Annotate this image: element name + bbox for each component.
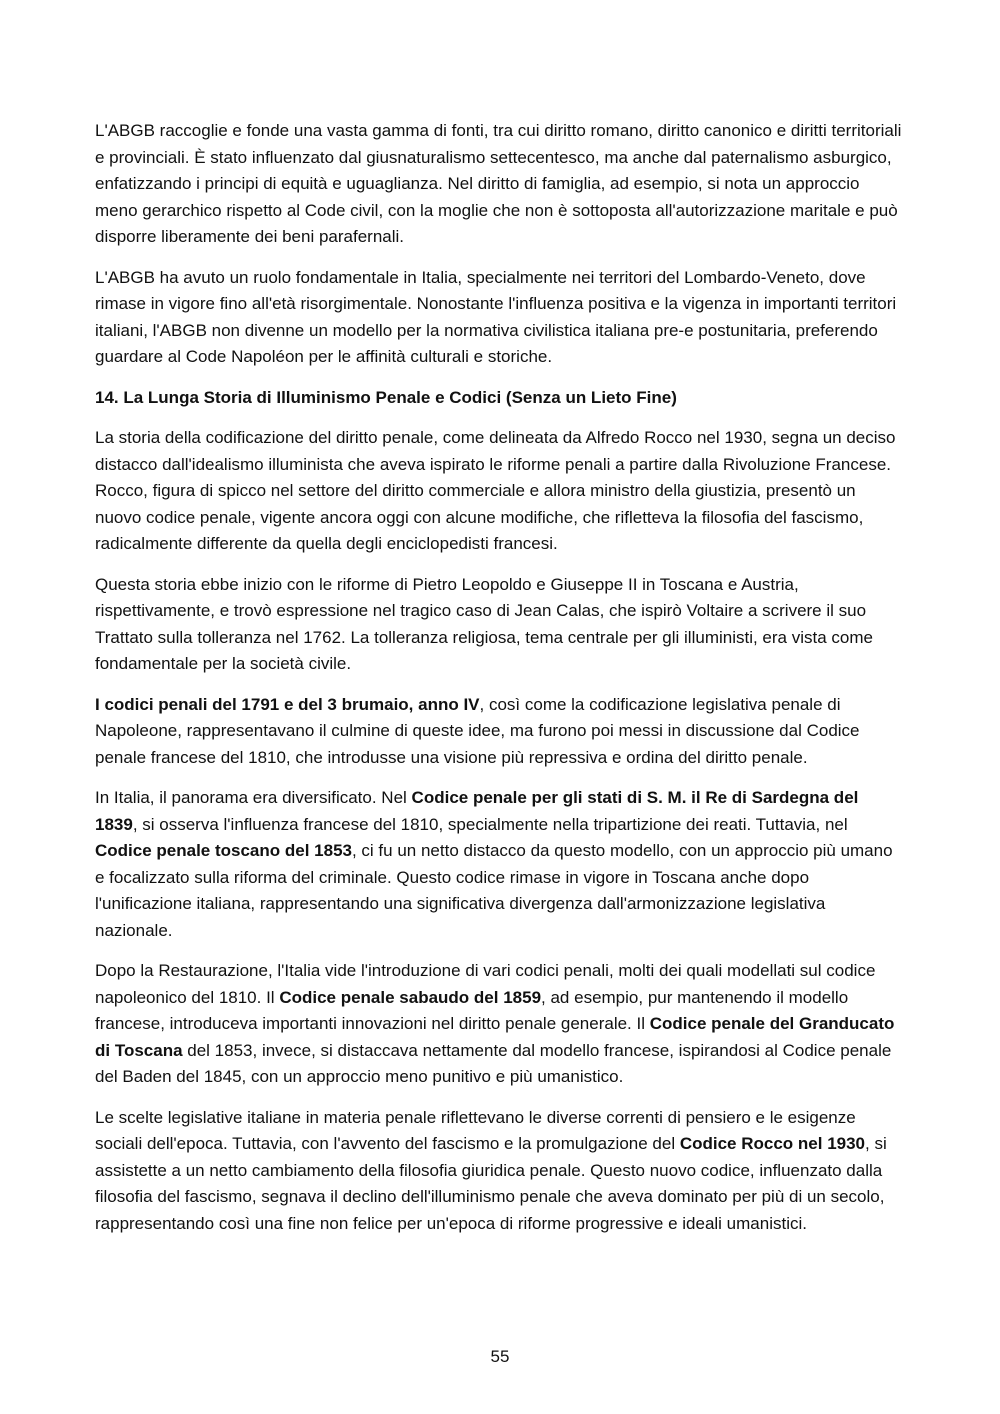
page-body <box>95 118 903 1251</box>
bold-code-sabaudo: Codice penale sabaudo del 1859 <box>279 987 542 1007</box>
text-segment: Le scelte legislative italiane in materia penale riflettevano le diverse correnti di pensiero e le esigenze sociali dell'epoca. Tuttavia, con l'avvento del fascismo e la promulgazione del <box>95 1107 856 1153</box>
text-segment: , si assistette a un netto cambiamento della filosofia giuridica penale. Questo nuovo codice, influenzato dalla filosofia del fascismo, segnava il declino dell'illuminismo penale che aveva dominato per più di un secolo, rappresentando così una fine non felice per un'epoca di riforme progressive e ideali umanistici. <box>95 1134 887 1233</box>
text-segment: Dopo la Restaurazione, l'Italia vide l'introduzione di vari codici penali, molti dei quali modellati sul codice napoleonico del 1810. Il <box>95 961 876 1007</box>
paragraph-restaurazione <box>95 958 903 1091</box>
page-number: 55 <box>490 1347 510 1366</box>
paragraph-italy-panorama <box>95 785 903 944</box>
bold-code-granducato: Codice penale del Granducato di Toscana <box>95 1014 895 1060</box>
paragraph-origins: Questa storia ebbe inizio con le riforme di Pietro Leopoldo e Giuseppe II in Toscana e Austria, rispettivamente, e trovò espressione nel tragico caso di Jean Calas, che ispirò Voltaire a scrivere il suo Trattato sulla tolleranza nel 1762. La tolleranza religiosa, tema centrale per gli illuministi, era vista come fondamentale per la società civile. <box>95 574 873 673</box>
text-segment: In Italia, il panorama era diversificato. Nel <box>95 788 412 807</box>
bold-code-sardegna: Codice penale per gli stati di S. M. il Re di Sardegna del 1839 <box>95 788 859 834</box>
text-segment: , si osserva l'influenza francese del 1810, specialmente nella tripartizione dei reati. Tuttavia, nel <box>132 814 848 834</box>
paragraph-scelte-legislative <box>95 1105 903 1238</box>
text-segment: , ci fu un netto distacco da questo modello, con un approccio più umano e focalizzato sulla riforma del criminale. Questo codice rimase in vigore in Toscana anche dopo l'unificazione italiana, rappresentando una significativa divergenza dall'armonizzazione legislativa nazionale. <box>95 841 893 940</box>
paragraph-rocco-history: La storia della codificazione del diritto penale, come delineata da Alfredo Rocco nel 1930, segna un deciso distacco dall'idealismo illuminista che aveva ispirato le riforme penali a partire dalla Rivoluzione Francese. Rocco, figura di spicco nel settore del diritto commerciale e allora ministro della giustizia, presentò un nuovo codice penale, vigente ancora oggi con alcune modifiche, che rifletteva la filosofia del fascismo, radicalmente differente da quella degli enciclopedisti francesi. <box>95 428 896 553</box>
bold-code-toscano: Codice penale toscano del 1853 <box>95 841 352 860</box>
paragraph-abgb-italy: L'ABGB ha avuto un ruolo fondamentale in Italia, specialmente nei territori del Lombardo-Veneto, dove rimase in vigore fino all'età risorgimentale. Nonostante l'influenza positiva e la vigenza in importanti territori italiani, l'ABGB non divenne un modello per la normativa civilistica italiana pre-e postunitaria, preferendo guardare al Code Napoléon per le affinità culturali e storiche. <box>95 267 897 366</box>
text-segment: del 1853, invece, si distaccava nettamente dal modello francese, ispirandosi al Codice penale del Baden del 1845, con un approccio meno punitivo e più umanistico. <box>95 1040 892 1086</box>
paragraph-abgb-sources: L'ABGB raccoglie e fonde una vasta gamma di fonti, tra cui diritto romano, diritto canonico e diritti territoriali e provinciali. È stato influenzato dal giusnaturalismo settecentesco, ma anche dal paternalismo asburgico, enfatizzando i principi di equità e uguaglianza. Nel diritto di famiglia, ad esempio, si nota un approccio meno gerarchico rispetto al Code civil, con la moglie che non è sottoposta all'autorizzazione maritale e può disporre liberamente dei beni parafernali. <box>95 121 902 246</box>
text-segment: , ad esempio, pur mantenendo il modello francese, introduceva importanti innovazioni nel diritto penale generale. Il <box>95 987 849 1033</box>
text-segment: , così come la codificazione legislativa penale di Napoleone, rappresentavano il culmine di queste idee, ma furono poi messi in discussione dal Codice penale francese del 1810, che introdusse una visione più repressiva e ordina del diritto penale. <box>95 694 860 767</box>
bold-codes-1791: I codici penali del 1791 e del 3 brumaio, anno IV <box>95 694 480 714</box>
bold-codice-rocco: Codice Rocco nel 1930 <box>679 1134 866 1153</box>
section-heading: 14. La Lunga Storia di Illuminismo Penale e Codici (Senza un Lieto Fine) <box>95 387 677 407</box>
paragraph-codes-1791 <box>95 692 903 772</box>
